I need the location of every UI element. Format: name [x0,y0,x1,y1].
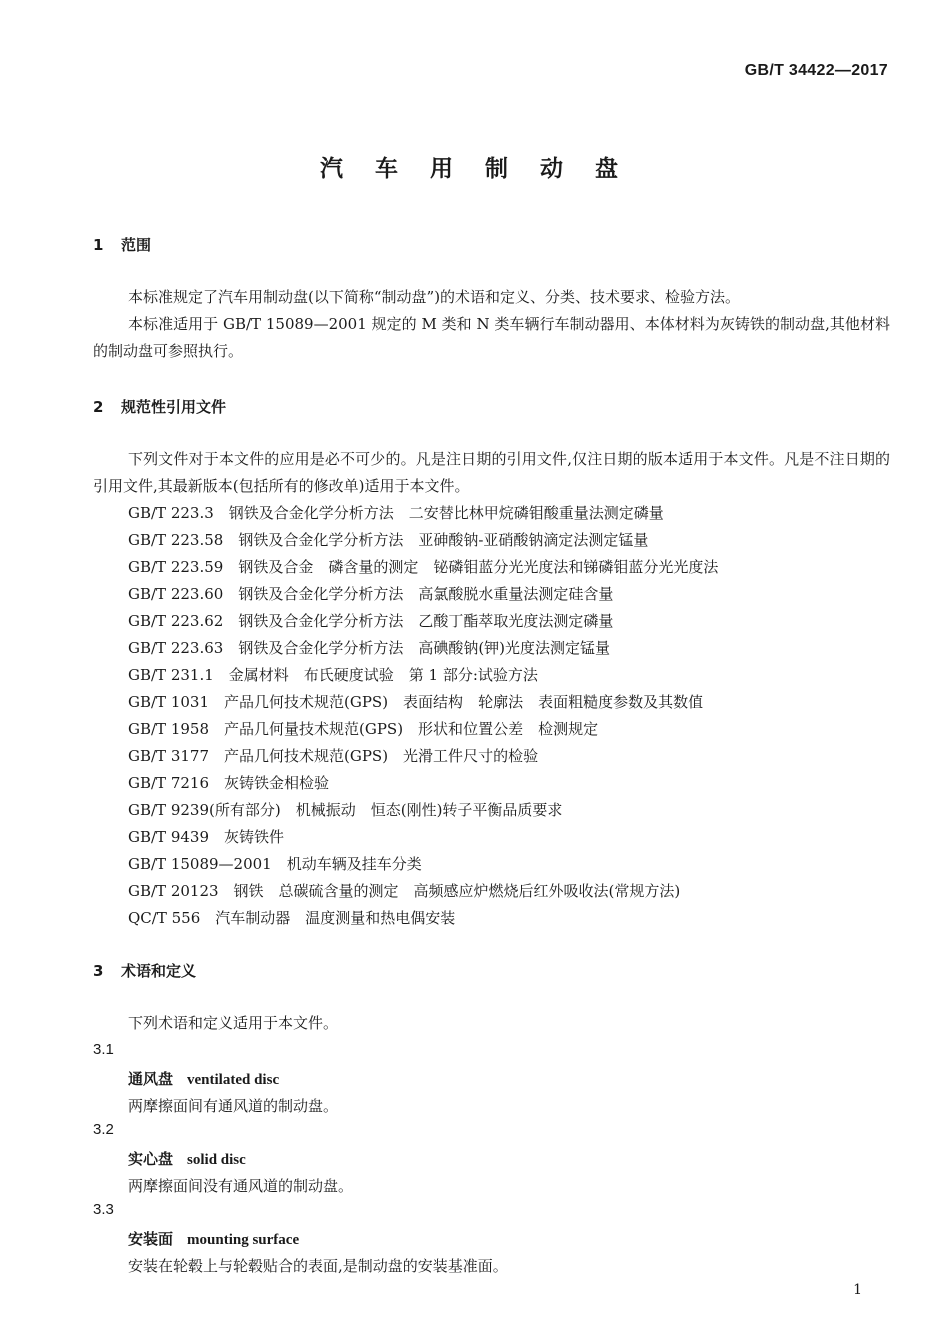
section-3-title: 术语和定义 [121,962,197,980]
term-heading [128,1068,279,1089]
reference-item: GB/T 223.58 钢铁及合金化学分析方法 亚砷酸钠-亚硝酸钠滴定法测定锰量 [128,531,649,549]
reference-item: GB/T 7216 灰铸铁金相检验 [128,774,330,792]
section-3-number: 3 [93,962,104,980]
term-heading [128,1228,299,1249]
document-title: 汽 车 用 制 动 盘 [319,156,631,182]
reference-item: GB/T 9239(所有部分) 机械振动 恒态(刚性)转子平衡品质要求 [128,801,563,819]
section-2-title: 规范性引用文件 [121,398,227,416]
reference-item: GB/T 1958 产品几何量技术规范(GPS) 形状和位置公差 检测规定 [128,720,599,738]
reference-item: QC/T 556 汽车制动器 温度测量和热电偶安装 [128,909,456,927]
term-en: mounting surface [187,1232,300,1248]
section-3-intro: 下列术语和定义适用于本文件。 [128,1014,339,1032]
section-1-paragraph-2: 本标准适用于 GB/T 15089—2001 规定的 M 类和 N 类车辆行车制动器用、本体材料为灰铸铁的制动盘,其他材料的制动盘可参照执行。 [93,315,890,360]
term-zh: 安装面 [128,1230,174,1248]
term-definition: 两摩擦面间没有通风道的制动盘。 [128,1177,354,1195]
section-1-number: 1 [93,236,104,254]
term-definition: 安装在轮毂上与轮毂贴合的表面,是制动盘的安装基准面。 [128,1257,508,1275]
reference-item: GB/T 9439 灰铸铁件 [128,828,285,846]
section-1-heading [93,234,151,255]
reference-item: GB/T 20123 钢铁 总碳硫含量的测定 高频感应炉燃烧后红外吸收法(常规方法) [128,882,681,900]
section-2-number: 2 [93,398,104,416]
reference-item: GB/T 223.62 钢铁及合金化学分析方法 乙酸丁酯萃取光度法测定磷量 [128,612,614,630]
term-heading [128,1148,246,1169]
section-1-paragraph-1: 本标准规定了汽车用制动盘(以下简称“制动盘”)的术语和定义、分类、技术要求、检验方法。 [128,288,741,306]
reference-item: GB/T 223.59 钢铁及合金 磷含量的测定 铋磷钼蓝分光光度法和锑磷钼蓝分光光度法 [128,558,719,576]
reference-item: GB/T 3177 产品几何技术规范(GPS) 光滑工件尺寸的检验 [128,747,539,765]
reference-item: GB/T 223.60 钢铁及合金化学分析方法 高氯酸脱水重量法测定硅含量 [128,585,614,603]
reference-item: GB/T 231.1 金属材料 布氏硬度试验 第 1 部分:试验方法 [128,666,538,684]
term-number: 3.1 [93,1041,114,1058]
reference-item: GB/T 223.63 钢铁及合金化学分析方法 高碘酸钠(钾)光度法测定锰量 [128,639,611,657]
reference-item: GB/T 1031 产品几何技术规范(GPS) 表面结构 轮廓法 表面粗糙度参数及其数值 [128,693,704,711]
reference-item: GB/T 223.3 钢铁及合金化学分析方法 二安替比林甲烷磷钼酸重量法测定磷量 [128,504,664,522]
reference-item: GB/T 15089—2001 机动车辆及挂车分类 [128,855,422,873]
section-2-heading [93,396,226,417]
term-en: ventilated disc [187,1072,280,1088]
section-1-title: 范围 [121,236,152,254]
term-zh: 通风盘 [128,1070,174,1088]
term-number: 3.2 [93,1121,114,1138]
page-number: 1 [853,1282,862,1298]
section-2-intro: 下列文件对于本文件的应用是必不可少的。凡是注日期的引用文件,仅注日期的版本适用于本文件。凡是不注日期的引用文件,其最新版本(包括所有的修改单)适用于本文件。 [93,450,890,495]
term-number: 3.3 [93,1201,114,1218]
section-3-heading [93,960,196,981]
term-definition: 两摩擦面间有通风道的制动盘。 [128,1097,339,1115]
term-zh: 实心盘 [128,1150,174,1168]
standard-code: GB/T 34422—2017 [744,62,888,79]
term-en: solid disc [187,1152,246,1168]
